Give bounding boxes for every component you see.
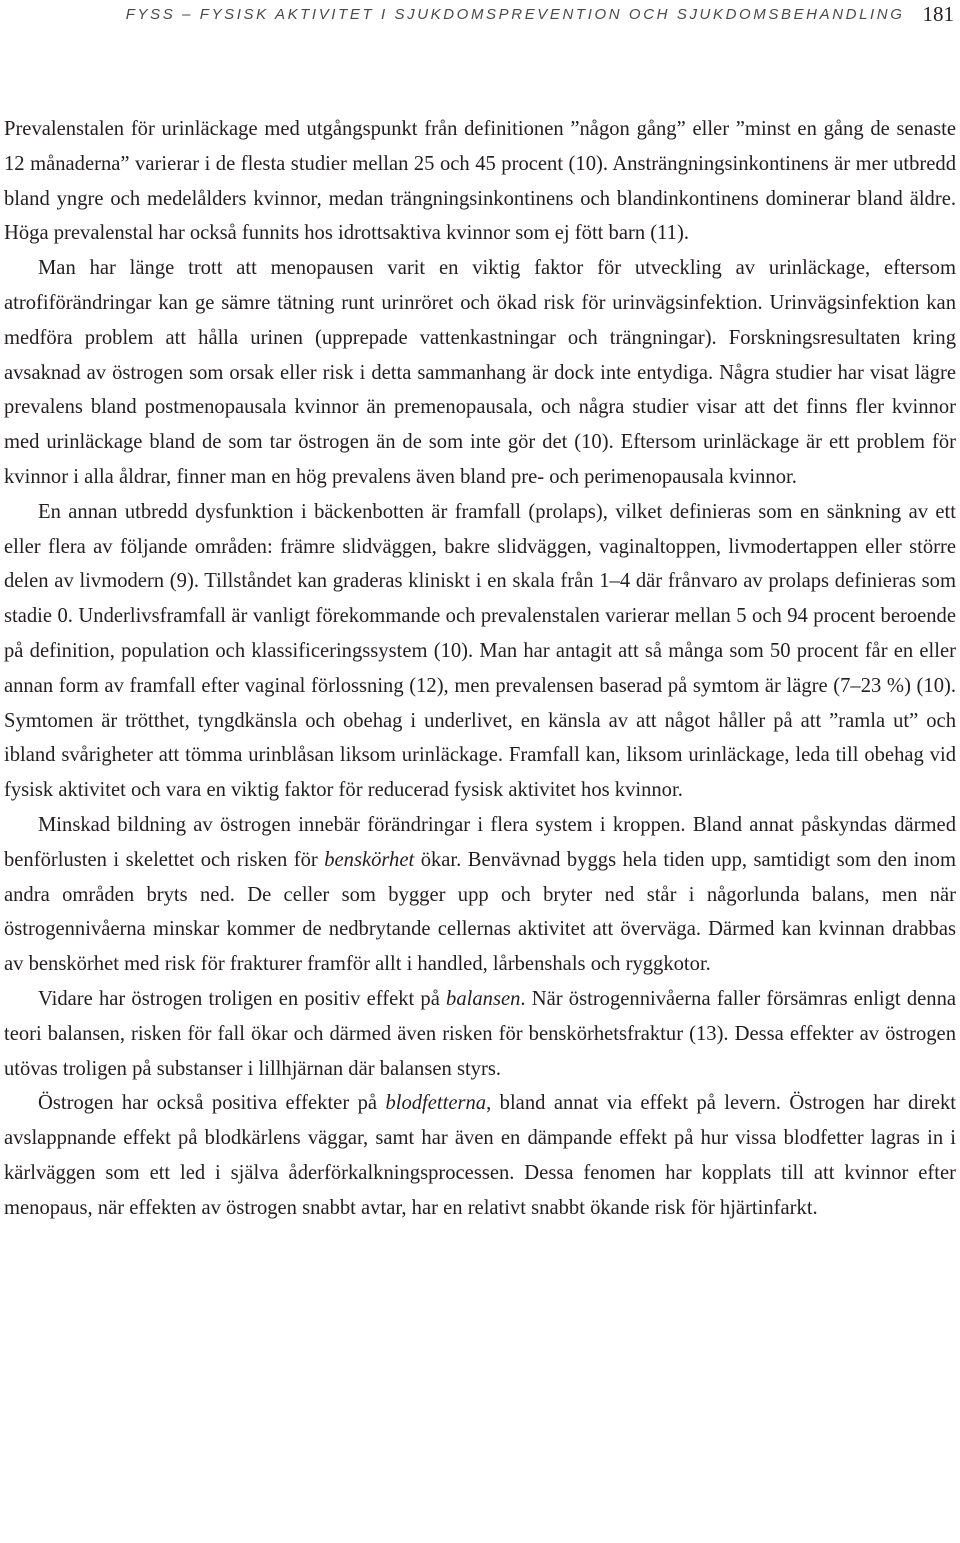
- paragraph-menopause-urinary: Man har länge trott att menopausen varit en viktig faktor för utveckling av urinläckage, eftersom atrofiförändringar kan ge sämre tätning runt urinröret och ökad risk för urinvägsinfektion. Urinvägsinfektion kan medföra problem att hålla urinen (upprepade vattenkastningar och trängningar). Forskningsresultaten kring avsaknad av östrogen som orsak eller risk i detta sammanhang är dock inte entydiga. Några studier har visat lägre prevalens bland postmenopausala kvinnor än premenopausala, och några studier visar att det finns fler kvinnor med urinläckage bland de som tar östrogen än de som inte gör det (10). Eftersom urinläckage är ett problem för kvinnor i alla åldrar, finner man en hög prevalens även bland pre- och perimenopausala kvinnor.: [4, 257, 956, 488]
- paragraph-urinary-prevalence: Prevalenstalen för urinläckage med utgångspunkt från definitionen ”någon gång” eller ”minst en gång de senaste 12 månaderna” varierar i de flesta studier mellan 25 och 45 procent (10). Ansträngningsinkontinens är mer utbredd bland yngre och medelålders kvinnor, medan trängningsinkontinens och blandinkontinens dominerar bland äldre. Höga prevalenstal har också funnits hos idrottsaktiva kvinnor som ej fött barn (11).: [4, 118, 956, 245]
- paragraph-text: . När östrogennivåerna faller försämras enligt denna teori balansen, risken för fall ökar och därmed även risken för benskörhetsfraktur (13). Dessa effekter av östrogen utövas troligen på substanser i lillhjärnan där balansen styrs.: [4, 987, 957, 1080]
- italic-term-blodfetterna: blodfetterna: [385, 1092, 487, 1115]
- italic-term-benskorhet: benskörhet: [324, 848, 415, 871]
- paragraph-blood-lipids: [4, 1086, 956, 1225]
- italic-term-balansen: balansen: [446, 987, 521, 1010]
- paragraph-osteoporosis: [4, 808, 956, 982]
- paragraph-text: , bland annat via effekt på levern. Östrogen har direkt avslappnande effekt på blodkärlens väggar, samt har även en dämpande effekt på hur vissa blodfetter lagras in i kärlväggen som ett led i själva åderförkalkningsprocessen. Dessa fenomen har kopplats till att kvinnor efter menopaus, när effekten av östrogen snabbt avtar, har en relativt snabbt ökande risk för hjärtinfarkt.: [4, 1092, 956, 1219]
- paragraph-text: Vidare har östrogen troligen en positiv effekt på: [38, 987, 447, 1010]
- running-title: FYSS – FYSISK AKTIVITET I SJUKDOMSPREVENTION OCH SJUKDOMSBEHANDLING: [125, 6, 905, 23]
- paragraph-prolapse: En annan utbredd dysfunktion i bäckenbotten är framfall (prolaps), vilket definieras som en sänkning av ett eller flera av följande områden: främre slidväggen, bakre slidväggen, vaginaltoppen, livmodertappen eller större delen av livmodern (9). Tillståndet kan graderas kliniskt i en skala från 1–4 där frånvaro av prolaps definieras som stadie 0. Underlivsframfall är vanligt förekommande och prevalenstalen varierar mellan 5 och 94 procent beroende på definition, population och klassificeringssystem (10). Man har antagit att så många som 50 procent får en eller annan form av framfall efter vaginal förlossning (12), men prevalensen baserad på symtom är lägre (7–23 %) (10). Symtomen är trötthet, tyngdkänsla och obehag i underlivet, en känsla av att något håller på att ”ramla ut” och ibland svårigheter att tömma urinblåsan liksom urinläckage. Framfall kan, liksom urinläckage, leda till obehag vid fysisk aktivitet och vara en viktig faktor för reducerad fysisk aktivitet hos kvinnor.: [4, 500, 956, 802]
- paragraph-text: Östrogen har också positiva effekter på: [38, 1092, 386, 1115]
- paragraph-text: Minskad bildning av östrogen innebär förändringar i flera system i kroppen. Bland annat påskyndas därmed benförlusten i skelettet och risken för: [4, 813, 956, 871]
- page-number: 181: [922, 2, 954, 26]
- body-text: [4, 112, 956, 1226]
- paragraph-balance: [4, 982, 956, 1086]
- paragraph-text: ökar. Benvävnad byggs hela tiden upp, samtidigt som den inom andra områden bryts ned. De celler som bygger upp och bryter ned står i någorlunda balans, men när östrogennivåerna minskar kommer de nedbrytande cellernas aktivitet att överväga. Därmed kan kvinnan drabbas av benskörhet med risk för frakturer framför allt i handled, lårbenshals och ryggkotor.: [4, 848, 956, 976]
- running-header: [0, 2, 954, 28]
